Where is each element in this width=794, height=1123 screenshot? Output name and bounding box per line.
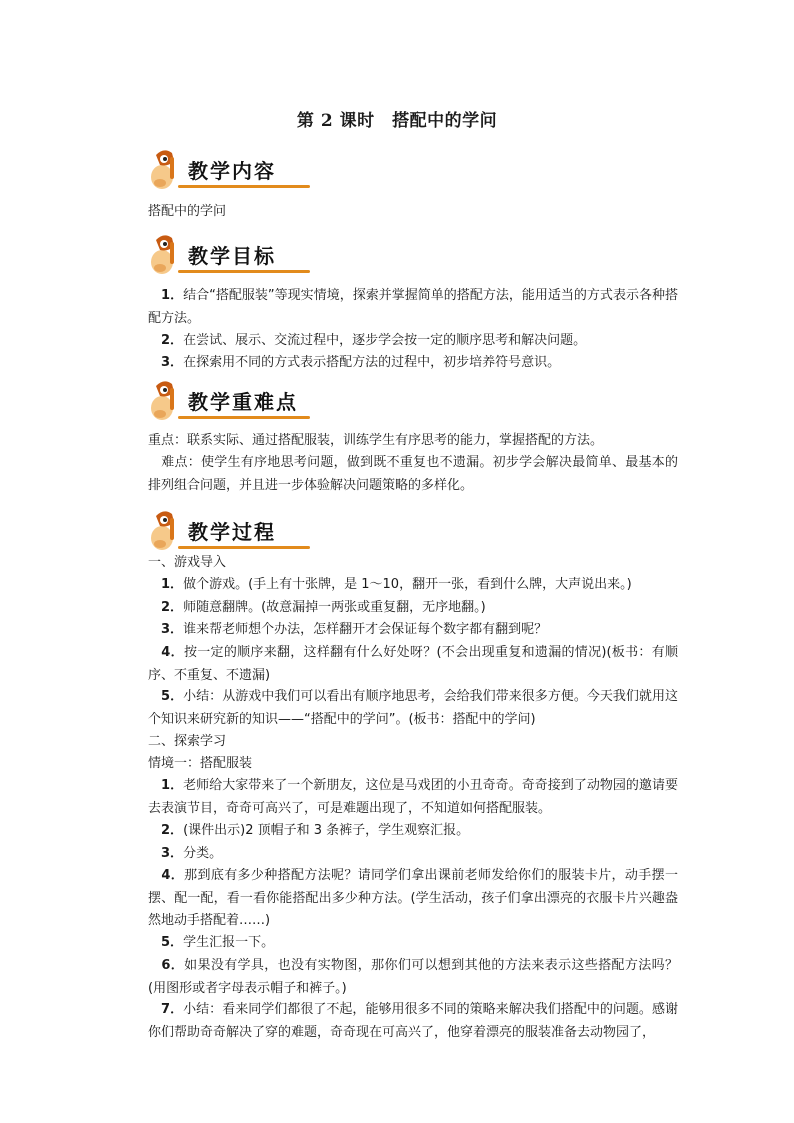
process-item: 2．(课件出示)2 顶帽子和 3 条裤子，学生观察汇报。: [161, 823, 470, 838]
process-item: 6．如果没有学具，也没有实物图，那你们可以想到其他的方法来表示这些搭配方法吗？(用图形或者字母表示帽子和裤子。): [148, 958, 678, 996]
scene-heading: 情境一：搭配服装: [148, 756, 253, 771]
process-item: 2．师随意翻牌。(故意漏掉一两张或重复翻，无序地翻。): [161, 600, 486, 615]
section-heading-label: 教学过程: [188, 520, 276, 544]
section-heading-label: 教学内容: [188, 159, 276, 183]
difficult-point: 难点：使学生有序地思考问题，做到既不重复也不遗漏。初步学会解决最简单、最基本的排列组合问题，并且进一步体验解决问题策略的多样化。: [148, 455, 678, 493]
process-item: 3．谁来帮老师想个办法，怎样翻开才会保证每个数字都有翻到呢？: [161, 622, 548, 637]
section-heading-label: 教学重难点: [188, 390, 298, 414]
goal-item-3: 3．在探索用不同的方式表示搭配方法的过程中，初步培养符号意识。: [161, 355, 561, 370]
section-heading-content: [148, 147, 328, 191]
process-item: 4．按一定的顺序来翻，这样翻有什么好处呀？(不会出现重复和遗漏的情况)(板书：有顺序、不重复、不遗漏): [148, 645, 678, 683]
process-item: 1．老师给大家带来了一个新朋友，这位是马戏团的小丑奇奇。奇奇接到了动物园的邀请要去表演节目，奇奇可高兴了，可是难题出现了，不知道如何搭配服装。: [148, 778, 678, 816]
process-item: 3．分类。: [161, 846, 223, 861]
section-heading-label: 教学目标: [188, 244, 276, 268]
goal-item-1: 1．结合“搭配服装”等现实情境，探索并掌握简单的搭配方法，能用适当的方式表示各种搭配方法。: [148, 288, 678, 326]
content-text: 搭配中的学问: [148, 204, 227, 219]
page-title: 第 2 课时 搭配中的学问: [296, 111, 498, 131]
goal-item-2: 2．在尝试、展示、交流过程中，逐步学会按一定的顺序思考和解决问题。: [161, 333, 587, 348]
process-item: 5．小结：从游戏中我们可以看出有顺序地思考，会给我们带来很多方便。今天我们就用这个知识来研究新的知识——“搭配中的学问”。(板书：搭配中的学问): [148, 689, 678, 727]
key-point: 重点：联系实际、通过搭配服装，训练学生有序思考的能力，掌握搭配的方法。: [148, 433, 604, 448]
section-heading-key: [148, 378, 328, 422]
heading-underline: [178, 416, 310, 419]
heading-underline: [178, 270, 310, 273]
heading-underline: [178, 185, 310, 188]
part-heading-2: 二、探索学习: [148, 734, 227, 749]
process-item: 4．那到底有多少种搭配方法呢？请同学们拿出课前老师发给你们的服装卡片，动手摆一摆、配一配，看一看你能搭配出多少种方法。(学生活动，孩子们拿出漂亮的衣服卡片兴趣盎然地动手搭配着……): [148, 868, 678, 929]
process-item: 5．学生汇报一下。: [161, 935, 275, 950]
process-item: 7．小结：看来同学们都很了不起，能够用很多不同的策略来解决我们搭配中的问题。感谢你们帮助奇奇解决了穿的难题，奇奇现在可高兴了，他穿着漂亮的服装准备去动物园了，: [148, 1002, 678, 1040]
heading-underline: [178, 546, 310, 549]
part-heading-1: 一、游戏导入: [148, 555, 227, 570]
section-heading-process: [148, 508, 328, 552]
process-item: 1．做个游戏。(手上有十张牌，是 1～10，翻开一张，看到什么牌，大声说出来。): [161, 577, 632, 592]
section-heading-goals: [148, 232, 328, 276]
